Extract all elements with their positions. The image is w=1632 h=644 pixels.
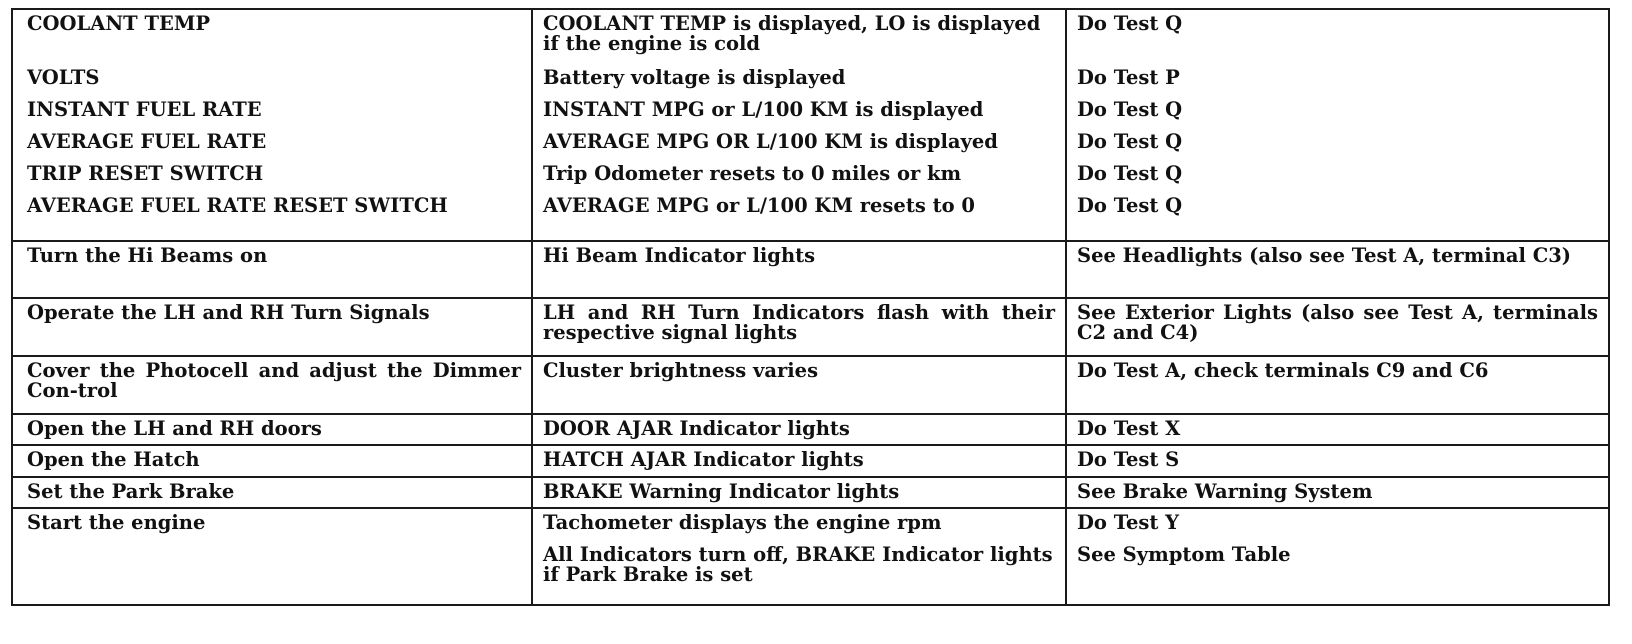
- remedy-cell: [1066, 445, 1609, 476]
- action-text: Cover the Photocell and adjust the Dimmer Con-trol: [27, 359, 521, 403]
- result-text: Hi Beam Indicator lights: [543, 243, 816, 267]
- table-row: [12, 445, 1609, 476]
- remedy-cell: [1066, 477, 1609, 508]
- result-cell: [532, 445, 1066, 476]
- action-cell: [12, 241, 532, 298]
- remedy-cell: [1066, 9, 1609, 241]
- table-row: [12, 298, 1609, 357]
- result-text: DOOR AJAR Indicator lights: [543, 417, 850, 440]
- remedy-text: See Brake Warning System: [1077, 479, 1373, 503]
- table-row: [12, 9, 1609, 241]
- result-cell: [532, 477, 1066, 508]
- remedy-cell: [1066, 356, 1609, 414]
- result-text: All Indicators turn off, BRAKE Indicator lights if Park Brake is set: [543, 543, 1053, 587]
- remedy-text: See Headlights (also see Test A, terminal C3): [1077, 243, 1572, 267]
- action-text: INSTANT FUEL RATE: [27, 98, 262, 121]
- result-text: AVERAGE MPG OR L/100 KM is displayed: [543, 130, 998, 153]
- table-row: [12, 477, 1609, 508]
- action-cell: [12, 477, 532, 508]
- remedy-text: Do Test Y: [1077, 511, 1180, 535]
- action-cell: [12, 445, 532, 476]
- remedy-text: Do Test Q: [1077, 98, 1183, 121]
- table-row: [12, 356, 1609, 414]
- remedy-text: Do Test Q: [1077, 162, 1183, 185]
- remedy-text: Do Test X: [1077, 417, 1181, 440]
- result-text: LH and RH Turn Indicators flash with their respective signal lights: [543, 300, 1055, 344]
- remedy-cell: [1066, 241, 1609, 298]
- action-text: AVERAGE FUEL RATE RESET SWITCH: [27, 194, 448, 217]
- diagnostic-table: [11, 8, 1610, 606]
- result-text: Battery voltage is displayed: [543, 66, 846, 89]
- action-text: Operate the LH and RH Turn Signals: [27, 300, 430, 324]
- result-cell: [532, 414, 1066, 445]
- table-row: [12, 508, 1609, 605]
- result-text: HATCH AJAR Indicator lights: [543, 448, 864, 472]
- result-text: Tachometer displays the engine rpm: [543, 511, 942, 535]
- result-text: AVERAGE MPG or L/100 KM resets to 0: [543, 194, 975, 217]
- action-text: Start the engine: [27, 511, 206, 535]
- result-text: INSTANT MPG or L/100 KM is displayed: [543, 98, 984, 121]
- remedy-text: Do Test Q: [1077, 194, 1183, 217]
- action-cell: [12, 414, 532, 445]
- action-cell: [12, 356, 532, 414]
- remedy-cell: [1066, 414, 1609, 445]
- remedy-cell: [1066, 298, 1609, 357]
- action-cell: [12, 298, 532, 357]
- result-text: BRAKE Warning Indicator lights: [543, 479, 900, 503]
- result-cell: [532, 9, 1066, 241]
- remedy-text: Do Test S: [1077, 448, 1180, 472]
- result-cell: [532, 298, 1066, 357]
- action-text: Set the Park Brake: [27, 479, 235, 503]
- table-row: [12, 414, 1609, 445]
- remedy-text: See Exterior Lights (also see Test A, terminals C2 and C4): [1077, 300, 1598, 344]
- remedy-text: See Symptom Table: [1077, 543, 1291, 567]
- action-text: AVERAGE FUEL RATE: [27, 130, 267, 153]
- remedy-text: Do Test A, check terminals C9 and C6: [1077, 359, 1489, 383]
- action-text: TRIP RESET SWITCH: [27, 162, 264, 185]
- action-cell: [12, 9, 532, 241]
- result-cell: [532, 508, 1066, 605]
- action-text: Open the LH and RH doors: [27, 417, 322, 440]
- result-text: COOLANT TEMP is displayed, LO is displayed if the engine is cold: [543, 12, 1041, 55]
- result-text: Trip Odometer resets to 0 miles or km: [543, 162, 962, 185]
- remedy-cell: [1066, 508, 1609, 605]
- result-cell: [532, 241, 1066, 298]
- result-text: Cluster brightness varies: [543, 359, 819, 383]
- action-text: VOLTS: [27, 66, 100, 89]
- action-text: Open the Hatch: [27, 448, 200, 472]
- result-cell: [532, 356, 1066, 414]
- table-row: [12, 241, 1609, 298]
- remedy-text: Do Test Q: [1077, 12, 1183, 35]
- remedy-text: Do Test Q: [1077, 130, 1183, 153]
- action-text: COOLANT TEMP: [27, 12, 211, 35]
- action-cell: [12, 508, 532, 605]
- action-text: Turn the Hi Beams on: [27, 243, 268, 267]
- remedy-text: Do Test P: [1077, 66, 1180, 89]
